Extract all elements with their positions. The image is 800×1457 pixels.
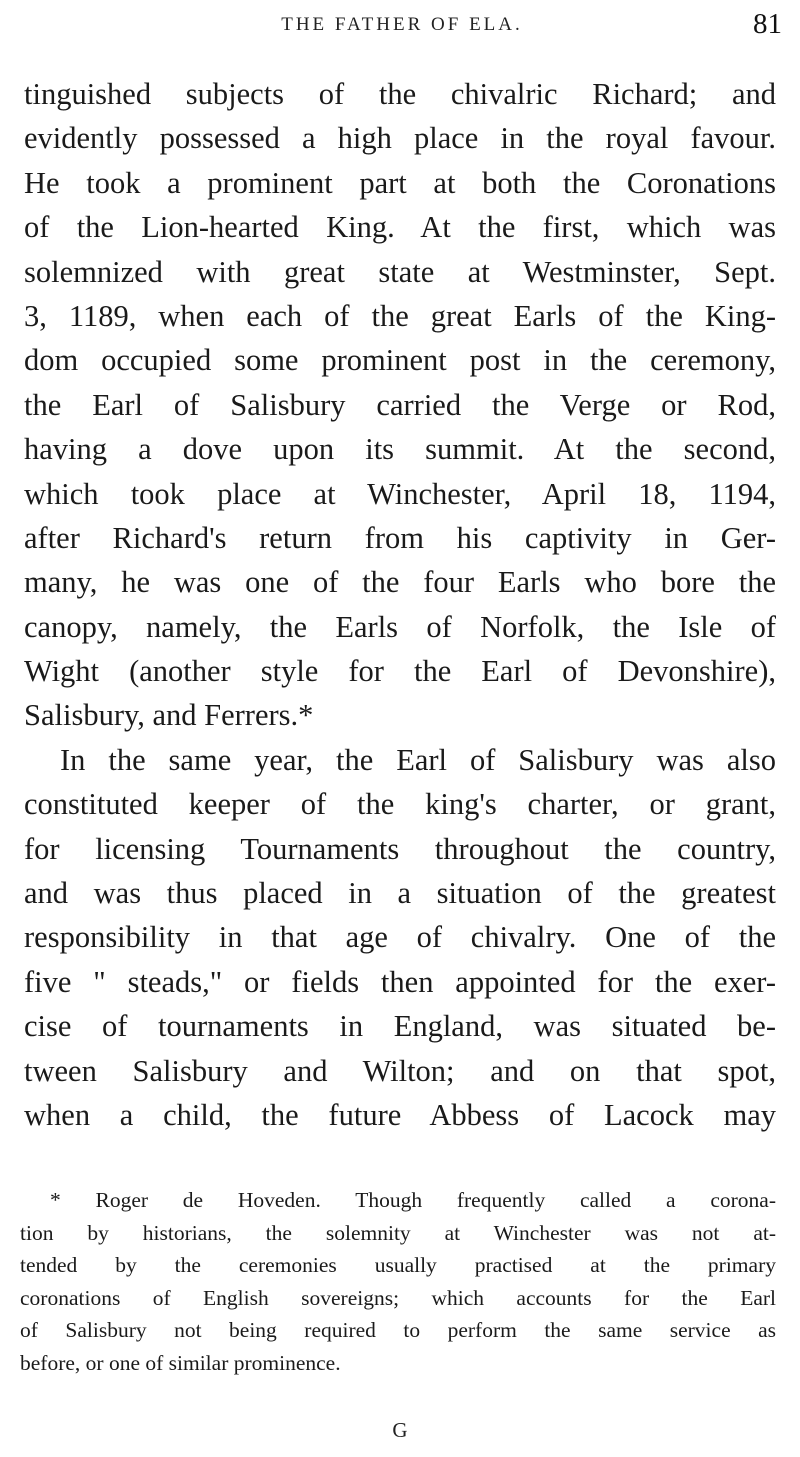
text-line: and was thus placed in a situation of the greatest [24, 876, 776, 911]
text-line: having a dove upon its summit. At the second, [24, 432, 776, 467]
text-line: responsibility in that age of chivalry. One of the [24, 920, 776, 955]
text-line: constituted keeper of the king's charter, or grant, [24, 787, 776, 822]
text-line: for licensing Tournaments throughout the country, [24, 831, 776, 866]
footnote-line: * Roger de Hoveden. Though frequently called a corona- [50, 1188, 776, 1212]
page-header [22, 8, 782, 44]
text-line: cise of tournaments in England, was situated be- [24, 1009, 776, 1044]
signature-mark: G [392, 1418, 408, 1442]
text-line: canopy, namely, the Earls of Norfolk, the Isle of [24, 609, 776, 644]
text-line: the Earl of Salisbury carried the Verge or Rod, [24, 387, 776, 422]
body-text [24, 72, 776, 1137]
text-line: dom occupied some prominent post in the ceremony, [24, 343, 776, 378]
footnote-line: tion by historians, the solemnity at Winchester was not at- [20, 1220, 776, 1245]
text-line: five " steads," or fields then appointed for the exer- [24, 964, 776, 999]
footnote-line: tended by the ceremonies usually practised at the primary [20, 1253, 776, 1277]
text-line: tinguished subjects of the chivalric Richard; and [24, 77, 776, 111]
text-line: which took place at Winchester, April 18, 1194, [24, 476, 776, 511]
text-line: evidently possessed a high place in the royal favour. [24, 121, 776, 156]
page-number: 81 [753, 8, 782, 40]
footnote-line: of Salisbury not being required to perform the same service as [20, 1318, 776, 1342]
text-line: of the Lion-hearted King. At the first, which was [24, 210, 776, 245]
running-head: THE FATHER OF ELA. [281, 14, 523, 35]
text-line: when a child, the future Abbess of Lacock may [24, 1097, 776, 1132]
text-line: He took a prominent part at both the Coronations [24, 165, 776, 200]
text-line: tween Salisbury and Wilton; and on that spot, [24, 1053, 776, 1088]
footnote-line: before, or one of similar prominence. [20, 1350, 341, 1375]
text-line: In the same year, the Earl of Salisbury was also [60, 742, 776, 777]
text-line: after Richard's return from his captivity in Ger- [24, 520, 776, 555]
footnote-line: coronations of English sovereigns; which accounts for the Earl [20, 1285, 776, 1310]
text-line: many, he was one of the four Earls who bore the [24, 565, 776, 600]
text-line: 3, 1189, when each of the great Earls of the King- [24, 298, 776, 333]
text-line: Wight (another style for the Earl of Devonshire), [24, 654, 776, 689]
footnote [20, 1184, 776, 1379]
text-line: Salisbury, and Ferrers.* [24, 698, 314, 733]
text-line: solemnized with great state at Westminster, Sept. [24, 254, 776, 289]
